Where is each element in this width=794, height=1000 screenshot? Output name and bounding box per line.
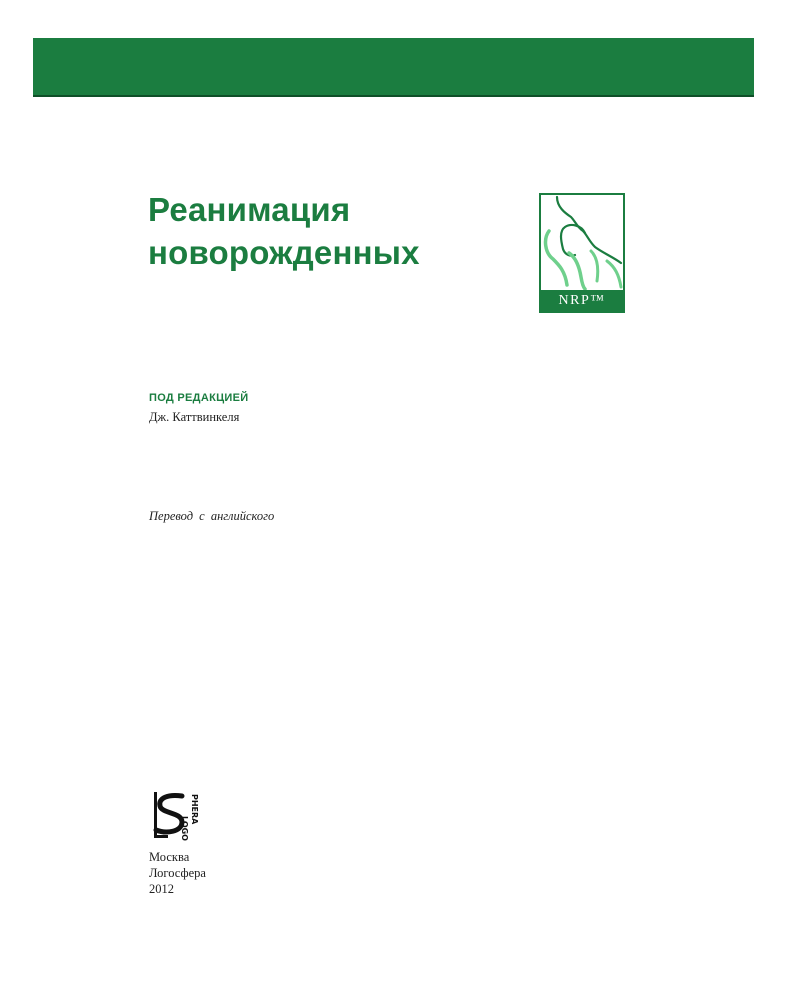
svg-text:LOGO: LOGO	[180, 816, 189, 841]
mother-and-baby-silhouette-icon	[541, 195, 623, 290]
editor-label: ПОД РЕДАКЦИЕЙ	[149, 392, 249, 404]
svg-text:PHERA: PHERA	[190, 794, 199, 825]
header-band	[33, 38, 754, 97]
logosphera-logo-icon	[148, 790, 208, 847]
translation-note: Перевод с английского	[149, 509, 275, 523]
nrp-logo	[539, 193, 625, 313]
nrp-logo-label: NRP™	[541, 290, 623, 311]
publisher-name: Логосфера	[149, 866, 206, 880]
editor-name: Дж. Каттвинкеля	[149, 410, 240, 424]
book-title-line-2: новорожденных	[148, 234, 420, 271]
book-title-line-1: Реанимация	[148, 191, 351, 228]
imprint	[149, 849, 206, 897]
publication-year: 2012	[149, 882, 174, 896]
book-title	[148, 188, 420, 274]
publisher-city: Москва	[149, 850, 190, 864]
